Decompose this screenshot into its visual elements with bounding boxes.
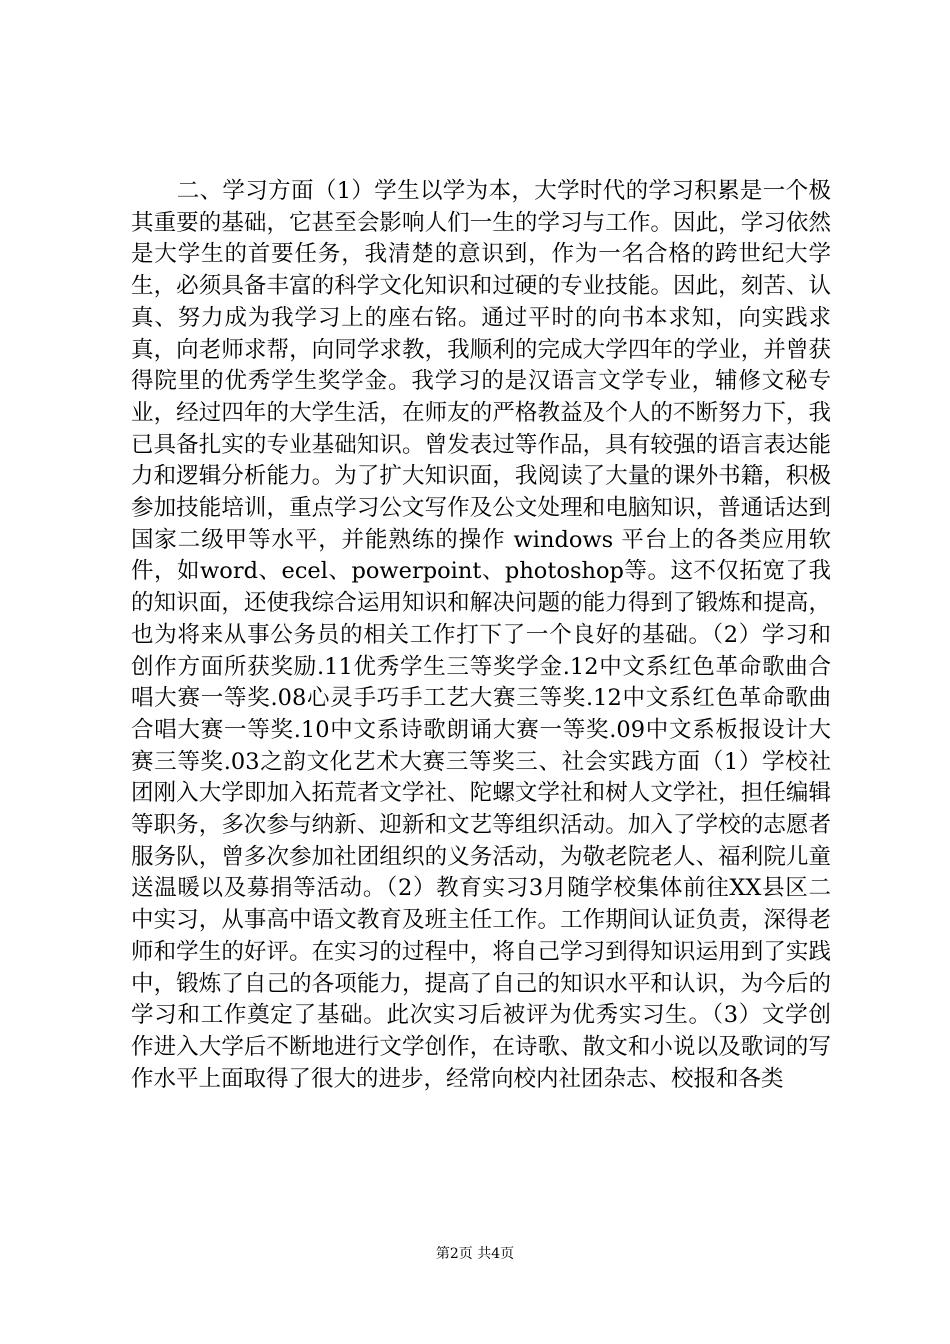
- body-paragraph: 二、学习方面（1）学生以学为本，大学时代的学习积累是一个极其重要的基础，它甚至会影响人们一生的学习与工作。因此，学习依然是大学生的首要任务，我清楚的意识到，作为一名合格的跨世纪大学生，必须具备丰富的科学文化知识和过硬的专业技能。因此，刻苦、认真、努力成为我学习上的座右铭。通过平时的向书本求知，向实践求真，向老师求帮，向同学求教，我顺利的完成大学四年的学业，并曾获得院里的优秀学生奖学金。我学习的是汉语言文学专业，辅修文秘专业，经过四年的大学生活，在师友的严格教益及个人的不断努力下，我已具备扎实的专业基础知识。曾发表过等作品，具有较强的语言表达能力和逻辑分析能力。为了扩大知识面，我阅读了大量的课外书籍，积极参加技能培训，重点学习公文写作及公文处理和电脑知识，普通话达到国家二级甲等水平，并能熟练的操作 windows 平台上的各类应用软件，如word、ecel、powerpoint、photoshop等。这不仅拓宽了我的知识面，还使我综合运用知识和解决问题的能力得到了锻炼和提高，也为将来从事公务员的相关工作打下了一个良好的基础。（2）学习和创作方面所获奖励.11优秀学生三等奖学金.12中文系红色革命歌曲合唱大赛一等奖.08心灵手巧手工艺大赛三等奖.12中文系红色革命歌曲合唱大赛一等奖.10中文系诗歌朗诵大赛一等奖.09中文系板报设计大赛三等奖.03之韵文化艺术大赛三等奖三、社会实践方面（1）学校社团刚入大学即加入拓荒者文学社、陀螺文学社和树人文学社，担任编辑等职务，多次参与纳新、迎新和文艺等组织活动。加入了学校的志愿者服务队，曾多次参加社团组织的义务活动，为敬老院老人、福利院儿童送温暖以及募捐等活动。（2）教育实习3月随学校集体前往XX县区二中实习，从事高中语文教育及班主任工作。工作期间认证负责，深得老师和学生的好评。在实习的过程中，将自己学习到得知识运用到了实践中，锻炼了自己的各项能力，提高了自己的知识水平和认识，为今后的学习和工作奠定了基础。此次实习后被评为优秀实习生。（3）文学创作进入大学后不断地进行文学创作，在诗歌、散文和小说以及歌词的写作水平上面取得了很大的进步，经常向校内社团杂志、校报和各类: [131, 178, 831, 1092]
- page-number-label: 第2页 共4页: [435, 1246, 515, 1262]
- page-footer: [0, 1244, 950, 1264]
